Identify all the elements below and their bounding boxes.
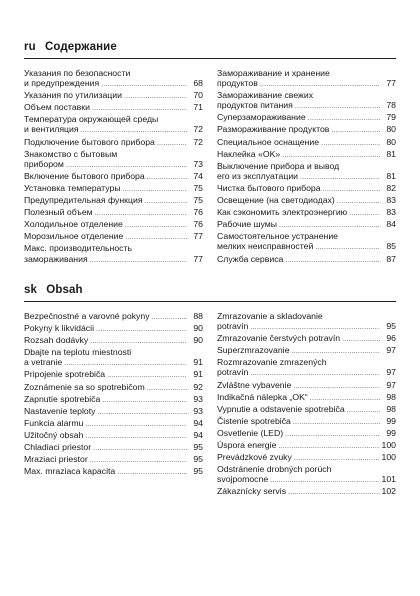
dot-leader — [90, 335, 187, 347]
dot-leader — [282, 149, 380, 161]
section-heading — [24, 41, 396, 59]
toc-entry-row — [24, 78, 203, 90]
toc-entry-row — [24, 369, 203, 381]
toc-entry[interactable] — [24, 171, 203, 183]
dot-leader — [260, 78, 380, 90]
toc-entry-row — [24, 406, 203, 418]
toc-entry[interactable] — [217, 183, 396, 195]
page-number: 98 — [386, 391, 396, 402]
toc-entry-title: прибором — [24, 158, 64, 169]
toc-entry[interactable] — [24, 114, 203, 136]
toc-entry-title: продуктов питания — [217, 100, 293, 111]
toc-entry-title-line: Odstránenie drobných porúch — [217, 464, 332, 475]
toc-entry-title-line: Указания по безопасности — [24, 68, 131, 78]
toc-entry-title: Zvláštne vybavenie — [217, 379, 292, 390]
toc-entry-title: Служба сервиса — [217, 253, 284, 264]
toc-entry[interactable] — [217, 137, 396, 149]
page-number: 78 — [386, 100, 396, 111]
toc-entry-row — [24, 231, 203, 243]
page-number: 80 — [386, 136, 396, 147]
dot-leader — [147, 382, 187, 394]
dot-leader — [85, 418, 187, 430]
toc-column-left — [24, 311, 203, 499]
page-number: 81 — [386, 148, 396, 159]
toc-entry-title-line: Знакомство с бытовым — [24, 148, 118, 159]
dot-leader — [64, 357, 187, 369]
page-number: 88 — [193, 311, 203, 321]
toc-entry-title: Размораживание продуктов — [217, 124, 330, 135]
dot-leader — [92, 102, 187, 114]
toc-entry-title-line: Температура окружающей среды — [24, 114, 159, 125]
toc-entry-row — [24, 171, 203, 183]
dot-leader — [288, 486, 379, 498]
toc-entry[interactable] — [24, 90, 203, 102]
toc-entry-title: Úspora energie — [217, 440, 277, 451]
page-number: 102 — [381, 486, 396, 497]
page-number: 91 — [193, 357, 203, 368]
toc-entry[interactable] — [24, 137, 203, 149]
toc-entry[interactable] — [217, 464, 396, 486]
toc-entry[interactable] — [24, 195, 203, 207]
page-number: 96 — [386, 333, 396, 344]
toc-entry-row — [217, 440, 396, 452]
toc-section-ru — [24, 41, 396, 266]
page-number: 93 — [193, 393, 203, 404]
dot-leader — [347, 404, 380, 416]
toc-entry-title: a vetranie — [24, 357, 63, 368]
toc-entry-row — [24, 195, 203, 207]
toc-entry-title: и предупреждения — [24, 78, 100, 89]
toc-entry-row — [24, 159, 203, 171]
page-number: 90 — [193, 323, 203, 334]
toc-entry-row — [217, 171, 396, 183]
toc-entry-title: Чистка бытового прибора — [217, 182, 321, 193]
page-number: 92 — [193, 381, 203, 392]
toc-entry[interactable] — [217, 219, 396, 231]
toc-entry-row — [217, 380, 396, 392]
toc-entry-title-line: Макс. производительность — [24, 243, 133, 254]
toc-entry-title-line: Dbajte na teplotu miestnosti — [24, 347, 132, 358]
toc-entry[interactable] — [217, 428, 396, 440]
toc-entry-title: svojpomocne — [217, 474, 269, 485]
toc-entry-title: и вентиляция — [24, 124, 79, 135]
toc-entry-row — [24, 418, 203, 430]
dot-leader — [93, 442, 187, 454]
toc-entry-title: Chladiaci priestor — [24, 442, 92, 453]
toc-entry-row — [217, 474, 396, 486]
dot-leader — [90, 254, 187, 266]
toc-entry-row — [24, 90, 203, 102]
page-number: 101 — [381, 474, 396, 485]
page-number: 90 — [193, 335, 203, 346]
toc-entry[interactable] — [217, 231, 396, 253]
toc-entry-row — [217, 195, 396, 207]
toc-entry[interactable] — [24, 219, 203, 231]
toc-entry-row — [24, 442, 203, 454]
toc-entry[interactable] — [24, 231, 203, 243]
toc-entry-row — [217, 219, 396, 231]
dot-leader — [308, 112, 380, 124]
toc-entry-row — [24, 311, 203, 323]
toc-entry-row — [217, 100, 396, 112]
toc-entry-title: замораживания — [24, 253, 88, 264]
section-heading — [24, 284, 396, 302]
toc-entry-title: Подключение бытового прибора — [24, 136, 155, 147]
toc-entry[interactable] — [217, 452, 396, 464]
page-number: 94 — [193, 429, 203, 440]
page-number: 77 — [193, 253, 203, 264]
toc-entry-row — [217, 321, 396, 333]
toc-entry-row — [217, 241, 396, 253]
toc-entry[interactable] — [24, 466, 203, 478]
toc-entry-title: Superzmrazovanie — [217, 345, 290, 356]
language-code: sk — [24, 284, 37, 296]
dot-leader — [95, 207, 187, 219]
toc-entry-title: Funkcia alarmu — [24, 417, 84, 428]
toc-entry-title-line: Замораживание свежих — [217, 90, 314, 101]
page-number: 83 — [386, 195, 396, 206]
page-number: 77 — [386, 78, 396, 89]
toc-entry-title: Prevádzkové zvuky — [217, 452, 292, 463]
toc-entry-title: Полезный объем — [24, 207, 93, 218]
toc-entry-title: Užitočný obsah — [24, 429, 84, 440]
dot-leader — [315, 241, 380, 253]
dot-leader — [147, 171, 187, 183]
toc-entry[interactable] — [24, 430, 203, 442]
toc-entry[interactable] — [217, 380, 396, 392]
dot-leader — [279, 219, 380, 231]
toc-entry-title: potravín — [217, 367, 249, 378]
toc-entry[interactable] — [24, 311, 203, 323]
page-number: 100 — [381, 452, 396, 463]
toc-entry-row — [217, 149, 396, 161]
toc-entry-row — [24, 183, 203, 195]
toc-entry-row — [24, 382, 203, 394]
page-number: 95 — [386, 321, 396, 332]
toc-entry-row — [24, 466, 203, 478]
page-number: 72 — [193, 136, 203, 147]
toc-section-sk — [24, 284, 396, 499]
dot-leader — [81, 124, 187, 136]
dot-leader — [250, 321, 380, 333]
page-number: 77 — [193, 231, 203, 242]
toc-entry[interactable] — [217, 112, 396, 124]
dot-leader — [278, 440, 379, 452]
dot-leader — [124, 90, 187, 102]
toc-entry-title: Zmrazovanie čerstvých potravín — [217, 333, 341, 344]
toc-entry-row — [24, 207, 203, 219]
toc-entry-row — [217, 486, 396, 498]
toc-entry-row — [217, 333, 396, 345]
toc-entry[interactable] — [217, 90, 396, 112]
page-number: 94 — [193, 417, 203, 428]
toc-entry-title-line: Zmrazovanie a skladovanie — [217, 311, 323, 321]
page-number: 98 — [386, 403, 396, 414]
dot-leader — [331, 124, 380, 136]
toc-entry-title: Указания по утилизации — [24, 90, 122, 101]
toc-column-left — [24, 68, 203, 266]
toc-entry-title: Indikačná nálepka „OK“ — [217, 391, 308, 402]
toc-entry[interactable] — [24, 369, 203, 381]
toc-entry-row — [217, 78, 396, 90]
toc-entry-title: Zapnutie spotrebiča — [24, 393, 101, 404]
toc-entry[interactable] — [217, 124, 396, 136]
toc-entry-title: Max. mraziaca kapacita — [24, 466, 116, 477]
toc-entry[interactable] — [24, 243, 203, 265]
dot-leader — [250, 367, 380, 379]
toc-entry-title: Pripojenie spotrebiča — [24, 369, 106, 380]
page-number: 76 — [193, 219, 203, 230]
toc-entry[interactable] — [217, 254, 396, 266]
toc-entry-row — [217, 428, 396, 440]
toc-entry-title: его из эксплуатации — [217, 170, 299, 181]
toc-entry-row — [217, 452, 396, 464]
page-number: 95 — [193, 442, 203, 453]
dot-leader — [310, 392, 380, 404]
toc-entry-row — [24, 323, 203, 335]
toc-entry-title: Как сэкономить электроэнергию — [217, 207, 348, 218]
page-number: 83 — [386, 207, 396, 218]
toc-entry-row — [217, 367, 396, 379]
dot-leader — [117, 466, 187, 478]
toc-entry-title: мелких неисправностей — [217, 241, 314, 252]
toc-entry-row — [217, 124, 396, 136]
page-number: 99 — [386, 415, 396, 426]
dot-leader — [85, 430, 187, 442]
section-title: Содержание — [45, 41, 117, 53]
toc-entry-title: Bezpečnostné a varovné pokyny — [24, 311, 150, 321]
toc-entry-row — [24, 124, 203, 136]
toc-entry[interactable] — [24, 323, 203, 335]
toc-entry-title: Zoznámenie sa so spotrebičom — [24, 381, 145, 392]
dot-leader — [145, 195, 187, 207]
page-number: 97 — [386, 367, 396, 378]
toc-entry-row — [217, 112, 396, 124]
toc-entry-title: Рабочие шумы — [217, 219, 278, 230]
dot-leader — [107, 369, 187, 381]
toc-entry-row — [217, 254, 396, 266]
dot-leader — [295, 100, 380, 112]
page-number: 95 — [193, 466, 203, 477]
toc-entry-title-line: Замораживание и хранение — [217, 68, 330, 78]
dot-leader — [293, 416, 380, 428]
toc-entry[interactable] — [217, 161, 396, 183]
page-number: 80 — [386, 124, 396, 135]
toc-entry-title: Установка температуры — [24, 182, 121, 193]
page-number: 73 — [193, 158, 203, 169]
dot-leader — [101, 78, 187, 90]
dot-leader — [97, 406, 187, 418]
dot-leader — [323, 183, 380, 195]
toc-entry[interactable] — [217, 440, 396, 452]
toc-entry[interactable] — [217, 311, 396, 333]
page-number: 84 — [386, 219, 396, 230]
page-number: 75 — [193, 195, 203, 206]
dot-leader — [157, 137, 187, 149]
page-number: 82 — [386, 182, 396, 193]
toc-entry-title: Čistenie spotrebiča — [217, 415, 291, 426]
dot-leader — [152, 311, 187, 323]
toc-entry-title: Предупредительная функция — [24, 195, 143, 206]
toc-entry-row — [24, 335, 203, 347]
toc-entry-title-line: Самостоятельное устранение — [217, 231, 339, 242]
dot-leader — [285, 254, 380, 266]
toc-entry-title-line: Выключение прибора и вывод — [217, 160, 340, 171]
toc-entry-row — [24, 137, 203, 149]
page-number: 70 — [193, 90, 203, 101]
dot-leader — [102, 394, 187, 406]
toc-entry[interactable] — [217, 195, 396, 207]
page-number: 91 — [193, 369, 203, 380]
toc-entry[interactable] — [24, 394, 203, 406]
dot-leader — [293, 380, 380, 392]
page-number: 100 — [381, 440, 396, 451]
toc-entry-title: Vypnutie a odstavenie spotrebiča — [217, 403, 345, 414]
toc-entry-row — [24, 454, 203, 466]
page-number: 95 — [193, 454, 203, 465]
dot-leader — [123, 183, 187, 195]
toc-entry-row — [24, 430, 203, 442]
page-number: 93 — [193, 405, 203, 416]
toc-entry[interactable] — [24, 149, 203, 171]
toc-entry[interactable] — [24, 347, 203, 369]
dot-leader — [125, 231, 187, 243]
toc-entry-row — [24, 357, 203, 369]
toc-column-right — [217, 68, 396, 266]
dot-leader — [291, 345, 380, 357]
toc-entry[interactable] — [24, 207, 203, 219]
language-code: ru — [24, 41, 36, 53]
page-number: 79 — [386, 112, 396, 123]
toc-entry-title: Mraziaci priestor — [24, 454, 88, 465]
page-number: 99 — [386, 427, 396, 438]
toc-entry[interactable] — [217, 345, 396, 357]
toc-entry-title: Суперзамораживание — [217, 112, 306, 123]
page-number: 71 — [193, 102, 203, 113]
toc-entry-title: Холодильное отделение — [24, 219, 123, 230]
dot-leader — [321, 137, 380, 149]
toc-entry-title: Включение бытового прибора — [24, 170, 145, 181]
toc-entry-row — [217, 183, 396, 195]
dot-leader — [342, 333, 380, 345]
toc-entry-title: Морозильное отделение — [24, 231, 124, 242]
page-number: 75 — [193, 182, 203, 193]
toc-entry-row — [24, 254, 203, 266]
dot-leader — [285, 428, 380, 440]
dot-leader — [270, 474, 379, 486]
page-number: 87 — [386, 253, 396, 264]
toc-entry[interactable] — [217, 149, 396, 161]
toc-column-right — [217, 311, 396, 499]
toc-entry[interactable] — [24, 454, 203, 466]
section-title: Obsah — [46, 284, 83, 296]
toc-entry-row — [217, 345, 396, 357]
toc-entry[interactable] — [217, 486, 396, 498]
dot-leader — [337, 195, 380, 207]
toc-entry-row — [217, 404, 396, 416]
toc-entry[interactable] — [217, 68, 396, 90]
toc-entry-title: Zákaznícky servis — [217, 486, 287, 497]
toc-entry-title: Pokyny k likvidácii — [24, 323, 95, 334]
toc-entry-row — [24, 102, 203, 114]
dot-leader — [96, 323, 187, 335]
toc-entry-title: Наклейка «OK» — [217, 148, 281, 159]
toc-entry-title: Объем поставки — [24, 102, 90, 113]
toc-entry[interactable] — [24, 406, 203, 418]
page-number: 76 — [193, 207, 203, 218]
page-number: 68 — [193, 78, 203, 89]
toc-entry-row — [217, 392, 396, 404]
toc-entry[interactable] — [217, 207, 396, 219]
toc-entry-row — [24, 219, 203, 231]
dot-leader — [349, 207, 380, 219]
toc-entry[interactable] — [24, 183, 203, 195]
toc-entry[interactable] — [24, 442, 203, 454]
toc-entry-title: продуктов — [217, 78, 258, 89]
toc-entry[interactable] — [217, 392, 396, 404]
toc-entry[interactable] — [217, 333, 396, 345]
toc-entry[interactable] — [24, 102, 203, 114]
toc-entry-title: Специальное оснащение — [217, 136, 320, 147]
toc-entry[interactable] — [24, 335, 203, 347]
toc-entry[interactable] — [217, 404, 396, 416]
page-number: 74 — [193, 170, 203, 181]
page-number: 85 — [386, 241, 396, 252]
toc-entry-title: potravín — [217, 321, 249, 332]
toc-entry-row — [217, 416, 396, 428]
toc-entry-title: Rozsah dodávky — [24, 335, 89, 346]
dot-leader — [66, 159, 187, 171]
toc-entry[interactable] — [217, 357, 396, 379]
toc-entry-title-line: Rozmrazovanie zmrazených — [217, 357, 327, 368]
page-number: 72 — [193, 124, 203, 135]
toc-entry-title: Nastavenie teploty — [24, 405, 96, 416]
toc-entry[interactable] — [24, 418, 203, 430]
toc-entry-title: Osvetlenie (LED) — [217, 427, 284, 438]
toc-entry-title: Освещение (на светодиодах) — [217, 195, 335, 206]
toc-entry-row — [217, 207, 396, 219]
page-number: 97 — [386, 345, 396, 356]
toc-entry[interactable] — [24, 68, 203, 90]
toc-entry-row — [217, 137, 396, 149]
dot-leader — [90, 454, 187, 466]
page-number: 97 — [386, 379, 396, 390]
toc-entry[interactable] — [24, 382, 203, 394]
toc-entry-row — [24, 394, 203, 406]
page-number: 81 — [386, 170, 396, 181]
dot-leader — [300, 171, 380, 183]
dot-leader — [294, 452, 380, 464]
dot-leader — [125, 219, 187, 231]
toc-entry[interactable] — [217, 416, 396, 428]
